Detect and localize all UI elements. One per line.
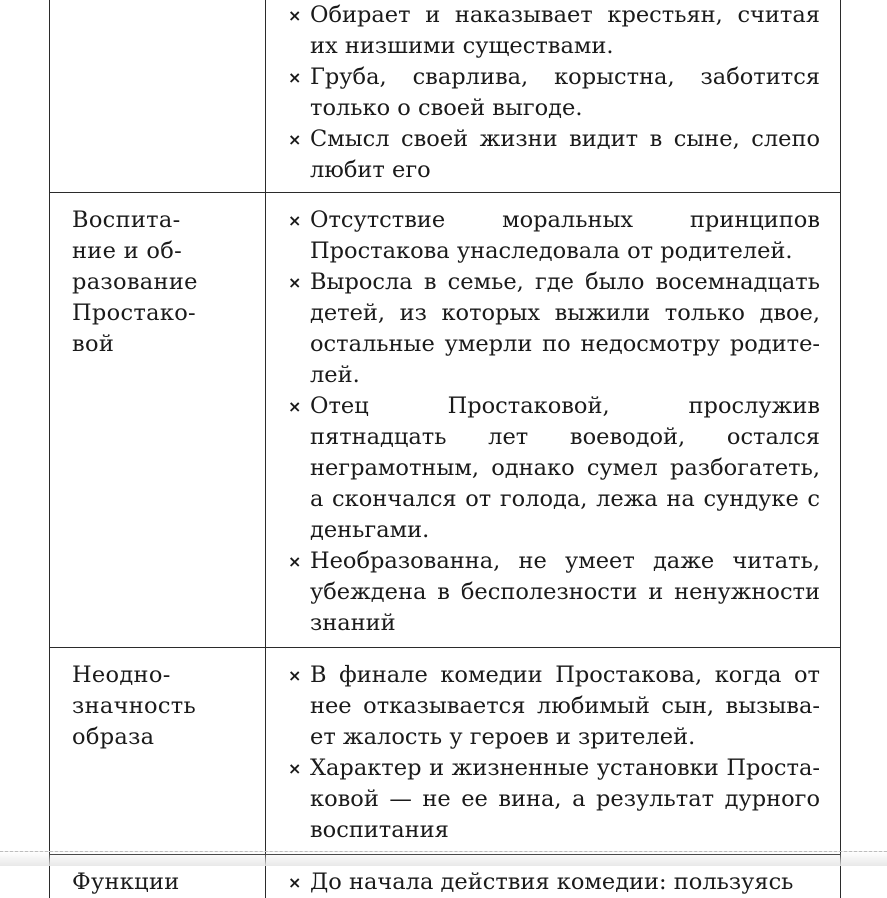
- list-item-text: До начала действия комедии: пользуясь: [310, 869, 793, 895]
- list-item-text: Выросла в семье, где было восемнадцать детей, из которых выжили только двое, остальные умерли по недосмотру родителей.: [310, 269, 820, 388]
- list-item: [288, 267, 820, 391]
- table-row: [50, 855, 841, 898]
- row-label-cell: [50, 648, 266, 855]
- list-item: [288, 867, 820, 898]
- cross-bullet-icon: ×: [288, 867, 301, 898]
- list-item-text: Характер и жизненные установки Простаковой — не ее вина, а результат дурного воспитания: [310, 755, 820, 843]
- list-item-text: Груба, сварлива, корыстна, заботится только о своей выгоде.: [310, 64, 820, 121]
- list-item-text: Обирает и наказывает крестьян, считая их низшими существами.: [310, 2, 820, 59]
- list-item: [288, 205, 820, 267]
- table-row: [50, 193, 841, 648]
- list-item-text: Смысл своей жизни видит в сыне, слепо любит его: [310, 126, 820, 183]
- table-row: [50, 648, 841, 855]
- list-item-text: Необразованна, не умеет даже читать, убеждена в бесполезности и ненужности знаний: [310, 548, 820, 636]
- bullet-list: [288, 205, 820, 647]
- list-item: [288, 546, 820, 647]
- row-label-cell: [50, 855, 266, 898]
- list-item-text: Отец Простаковой, прослужив пятнадцать лет воеводой, остался неграмотным, однако сумел разбогатеть, а скончался от голода, лежа на сундуке с деньгами.: [310, 393, 820, 543]
- list-item-text: Отсутствие моральных принципов Простакова унаследовала от родителей.: [310, 207, 820, 264]
- cross-bullet-icon: ×: [288, 753, 301, 784]
- list-item: [288, 0, 820, 62]
- row-label-cell: [50, 193, 266, 648]
- list-item: [288, 753, 820, 854]
- list-item-text: В финале комедии Простакова, когда от нее отказывается любимый сын, вызывает жалость у героев и зрителей.: [310, 662, 820, 750]
- bullet-list: [288, 660, 820, 854]
- cross-bullet-icon: ×: [288, 267, 301, 298]
- list-item: [288, 660, 820, 753]
- character-table: [49, 0, 841, 898]
- cross-bullet-icon: ×: [288, 546, 301, 577]
- row-label-cell: [50, 0, 266, 193]
- bullet-list: [288, 0, 820, 192]
- row-label: Воспитание и образование Простаковой: [72, 205, 212, 360]
- row-label: Функции: [72, 867, 255, 898]
- bullet-list: [288, 867, 820, 898]
- table: [49, 0, 841, 898]
- table-row: [50, 0, 841, 193]
- cross-bullet-icon: ×: [288, 205, 301, 236]
- row-content-cell: [266, 193, 841, 648]
- cross-bullet-icon: ×: [288, 660, 301, 691]
- list-item: [288, 62, 820, 124]
- list-item: [288, 391, 820, 546]
- cross-bullet-icon: ×: [288, 391, 301, 422]
- cross-bullet-icon: ×: [288, 0, 301, 31]
- list-item: [288, 124, 820, 192]
- row-content-cell: [266, 0, 841, 193]
- row-content-cell: [266, 855, 841, 898]
- row-label: Неоднозначность образа: [72, 660, 212, 753]
- row-content-cell: [266, 648, 841, 855]
- cross-bullet-icon: ×: [288, 62, 301, 93]
- cross-bullet-icon: ×: [288, 124, 301, 155]
